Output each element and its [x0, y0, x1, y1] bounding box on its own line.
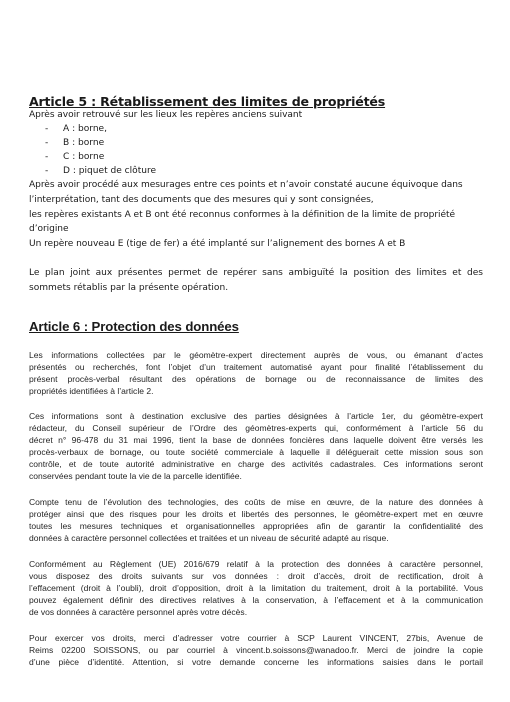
- paragraph-line: décret n° 96-478 du 31 mai 1996, tient la base de données foncières dans laquelle doivent être versés les: [29, 435, 483, 445]
- paragraph-line: protéger ainsi que des risques pour les droits et libertés des personnes, le géomètre-expert met en œuvre: [29, 509, 483, 519]
- paragraph-line: pouvez également définir des directives relatives à la conservation, à l’effacement et à la communication: [29, 595, 483, 605]
- article-5-intro: Après avoir retrouvé sur les lieux les repères anciens suivant: [29, 110, 303, 120]
- paragraph: [29, 496, 483, 544]
- marker-label: C : borne: [63, 152, 105, 162]
- paragraph-line: Reims 02200 SOISSONS, ou par courriel à vincent.b.soissons@wanadoo.fr. Merci de joindre la copie: [29, 645, 483, 655]
- paragraph-line: toutes les mesures techniques et organisationnelles appropriées afin de garantir la confidentialité des: [29, 521, 483, 531]
- paragraph-line: contrôle, et de toute autorité administrative en charge des activités cadastrales. Ces informations seront: [29, 459, 483, 469]
- article-5-heading: Article 5 : Rétablissement des limites de propriétés: [29, 94, 386, 109]
- paragraph-line: procès-verbaux de bornage, ou toute société commerciale à laquelle il déléguerait cette mission sous son: [29, 447, 483, 457]
- paragraph-line: de vos données à caractère personnel après votre décès.: [29, 607, 248, 617]
- article-5-line: d’origine: [29, 224, 69, 234]
- paragraph-line: Les informations collectées par le géomètre-expert directement auprès de vous, ou émanant d’actes: [29, 350, 483, 360]
- marker-label: D : piquet de clôture: [63, 166, 157, 176]
- article-5-plan-line: Le plan joint aux présentes permet de repérer sans ambiguïté la position des limites et des: [29, 268, 483, 278]
- paragraph: [29, 410, 483, 482]
- paragraph-line: données à caractère personnel collectées et traitées et un niveau de sécurité adapté au risque.: [29, 533, 389, 543]
- paragraph-line: conservées pendant toute la vie de la parcelle identifiée.: [29, 471, 242, 481]
- paragraph: [29, 349, 483, 397]
- list-item: - D : piquet de clôture: [45, 166, 157, 176]
- paragraph-line: vous disposez des droits suivants sur vos données : droit d’accès, droit de rectification, droit à: [29, 571, 483, 581]
- article-5-line: Un repère nouveau E (tige de fer) a été implanté sur l’alignement des bornes A et B: [29, 239, 406, 249]
- article-5-line: les repères existants A et B ont été reconnus conformes à la définition de la limite de propriété: [29, 210, 456, 220]
- paragraph-line: d’une pièce d’identité. Attention, si votre demande concerne les informations saisies dans le portail: [29, 657, 483, 667]
- marker-label: A : borne,: [63, 124, 108, 134]
- list-item: - B : borne: [45, 138, 105, 148]
- list-item: - C : borne: [45, 152, 105, 162]
- paragraph: [29, 632, 483, 668]
- paragraph-line: propriétés identifiées à l’article 2.: [29, 386, 154, 396]
- paragraph-line: Conformément au Règlement (UE) 2016/679 relatif à la protection des données à caractère personnel,: [29, 559, 483, 569]
- paragraph-line: rédacteur, du Conseil supérieur de l’Ordre des géomètres-experts qui, conformément à l’article 56 du: [29, 423, 483, 433]
- paragraph-line: Compte tenu de l’évolution des technologies, des coûts de mise en œuvre, de la nature des données à: [29, 497, 483, 507]
- paragraph-line: Pour exercer vos droits, merci d’adresser votre courrier à SCP Laurent VINCENT, 27bis, Avenue de: [29, 633, 483, 643]
- paragraph-line: présentés ou recherchés, font l’objet d’un traitement automatisé ayant pour finalité l’établissement du: [29, 362, 483, 372]
- article-5-line: Après avoir procédé aux mesurages entre ces points et n’avoir constaté aucune équivoque dans: [29, 180, 463, 190]
- paragraph: [29, 558, 483, 618]
- article-6-heading: Article 6 : Protection des données: [29, 319, 239, 334]
- marker-label: B : borne: [63, 138, 105, 148]
- paragraph-line: l’effacement (droit à l’oubli), droit d’opposition, droit à la limitation du traitement, droit à la portabilité. Vous: [29, 583, 483, 593]
- list-item: - A : borne,: [45, 124, 108, 134]
- article-5-line: l’interprétation, tant des documents que des mesures qui y sont consignées,: [29, 195, 374, 205]
- paragraph-line: Ces informations sont à destination exclusive des parties désignées à l’article 1er, du géomètre-expert: [29, 411, 483, 421]
- article-5-plan-line: sommets rétablis par la présente opération.: [29, 283, 229, 293]
- paragraph-line: présent procès-verbal résultant des opérations de bornage ou de reconnaissance de limites des: [29, 374, 483, 384]
